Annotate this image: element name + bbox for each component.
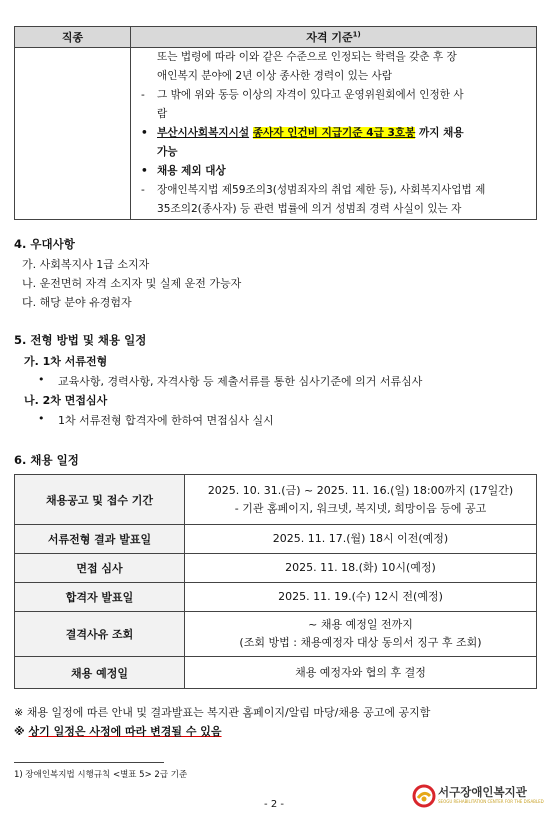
preference-item: 나. 운전면허 자격 소지자 및 실제 운전 가능자: [22, 277, 242, 290]
bullet: •: [141, 127, 148, 139]
exclusion-line: - 장애인복지법 제59조의3(성범죄자의 취업 제한 등), 사회복지사업법 제: [141, 184, 486, 196]
note-change: [14, 723, 222, 739]
exclusion-title-line: [131, 162, 536, 181]
preference-item: 다. 해당 분야 유경험자: [22, 296, 132, 309]
logo-name: 서구장애인복지관: [438, 785, 527, 799]
screening-stage1-desc: 교육사항, 경력사항, 자격사항 등 제출서류를 통한 심사기준에 의거 서류심사: [58, 375, 423, 388]
schedule-row: [15, 475, 537, 525]
busan-post: 까지 채용: [415, 127, 464, 139]
schedule-label: 결격사유 조회: [15, 612, 185, 657]
schedule-value: 2025. 11. 19.(수) 12시 전(예정): [185, 583, 537, 612]
note-mark: ※: [14, 725, 25, 738]
schedule-value: 2025. 11. 17.(월) 18시 이전(예정): [185, 525, 537, 554]
footnote-divider: [14, 762, 164, 763]
section5-title: 5. 전형 방법 및 채용 일정: [14, 333, 147, 347]
logo-mark-icon: [412, 784, 436, 808]
busan-facility: 부산시사회복지시설: [157, 127, 250, 139]
criteria-line: - 그 밖에 위와 동등 이상의 자격이 있다고 운영위원회에서 인정한 사: [141, 89, 464, 101]
exclusion-line: 35조의2(종사자) 등 관련 법률에 의거 성범죄 경력 사실이 있는 자: [157, 203, 462, 215]
criteria-line: 애인복지 분야에 2년 이상 종사한 경력이 있는 사람: [157, 70, 392, 82]
screening-stage2: 나. 2차 면접심사: [24, 394, 108, 407]
job-cell: [15, 48, 131, 220]
schedule-row: [15, 554, 537, 583]
col-header-criteria-text: 자격 기준: [306, 31, 353, 44]
section4-title: 4. 우대사항: [14, 237, 75, 251]
schedule-label: 합격자 발표일: [15, 583, 185, 612]
schedule-row: [15, 657, 537, 689]
footnote: 1) 장애인복지법 시행규칙 <별표 5> 2급 기준: [14, 770, 188, 780]
schedule-row: [15, 525, 537, 554]
section6-title: 6. 채용 일정: [14, 453, 79, 467]
exclusion-title: 채용 제외 대상: [157, 165, 226, 177]
col-header-criteria: [131, 27, 537, 48]
note-change-text: 상기 일정은 사정에 따라 변경될 수 있음: [28, 725, 222, 738]
note-announcement: ※ 채용 일정에 따른 안내 및 결과발표는 복지관 홈페이지/알림 마당/채용 공고에 공지함: [14, 706, 431, 719]
footnote-ref: 1): [352, 30, 361, 39]
schedule-label: 면접 심사: [15, 554, 185, 583]
col-header-job: 직종: [15, 27, 131, 48]
schedule-value: 채용 예정자와 협의 후 결정: [185, 657, 537, 689]
schedule-label: 채용 예정일: [15, 657, 185, 689]
logo-subtitle: SEOGU REHABILITATION CENTER FOR THE DISABLED: [438, 799, 544, 804]
busan-salary-highlight: 종사자 인건비 지급기준 4급 3호봉: [252, 127, 416, 139]
criteria-cell: [131, 48, 537, 220]
screening-stage2-bullet: •: [38, 412, 45, 425]
preference-item: 가. 사회복지사 1급 소지자: [22, 258, 150, 271]
criteria-line: 람: [157, 108, 168, 120]
screening-stage1-bullet: •: [38, 373, 45, 386]
schedule-value: 2025. 11. 18.(화) 10시(예정): [185, 554, 537, 583]
busan-criteria-line: [131, 124, 536, 143]
bullet: •: [141, 165, 148, 177]
busan-criteria-cont: 가능: [157, 146, 178, 158]
schedule-table: [14, 474, 537, 689]
organization-logo: [412, 783, 544, 809]
schedule-row: [15, 583, 537, 612]
schedule-value: 2025. 10. 31.(금) ~ 2025. 11. 16.(일) 18:00까지 (17일간) - 기관 홈페이지, 워크넷, 복지넷, 희망이음 등에 공고: [185, 475, 537, 525]
schedule-label: 서류전형 결과 발표일: [15, 525, 185, 554]
schedule-value: ~ 채용 예정일 전까지 (조회 방법 : 채용예정자 대상 동의서 징구 후 조회): [185, 612, 537, 657]
criteria-line: 또는 법령에 따라 이와 같은 수준으로 인정되는 학력을 갖춘 후 장: [157, 51, 457, 63]
schedule-row: [15, 612, 537, 657]
screening-stage1: 가. 1차 서류전형: [24, 355, 108, 368]
qualification-table: [14, 26, 537, 220]
page-number: - 2 -: [264, 799, 284, 810]
schedule-label: 채용공고 및 접수 기간: [15, 475, 185, 525]
screening-stage2-desc: 1차 서류전형 합격자에 한하여 면접심사 실시: [58, 414, 274, 427]
